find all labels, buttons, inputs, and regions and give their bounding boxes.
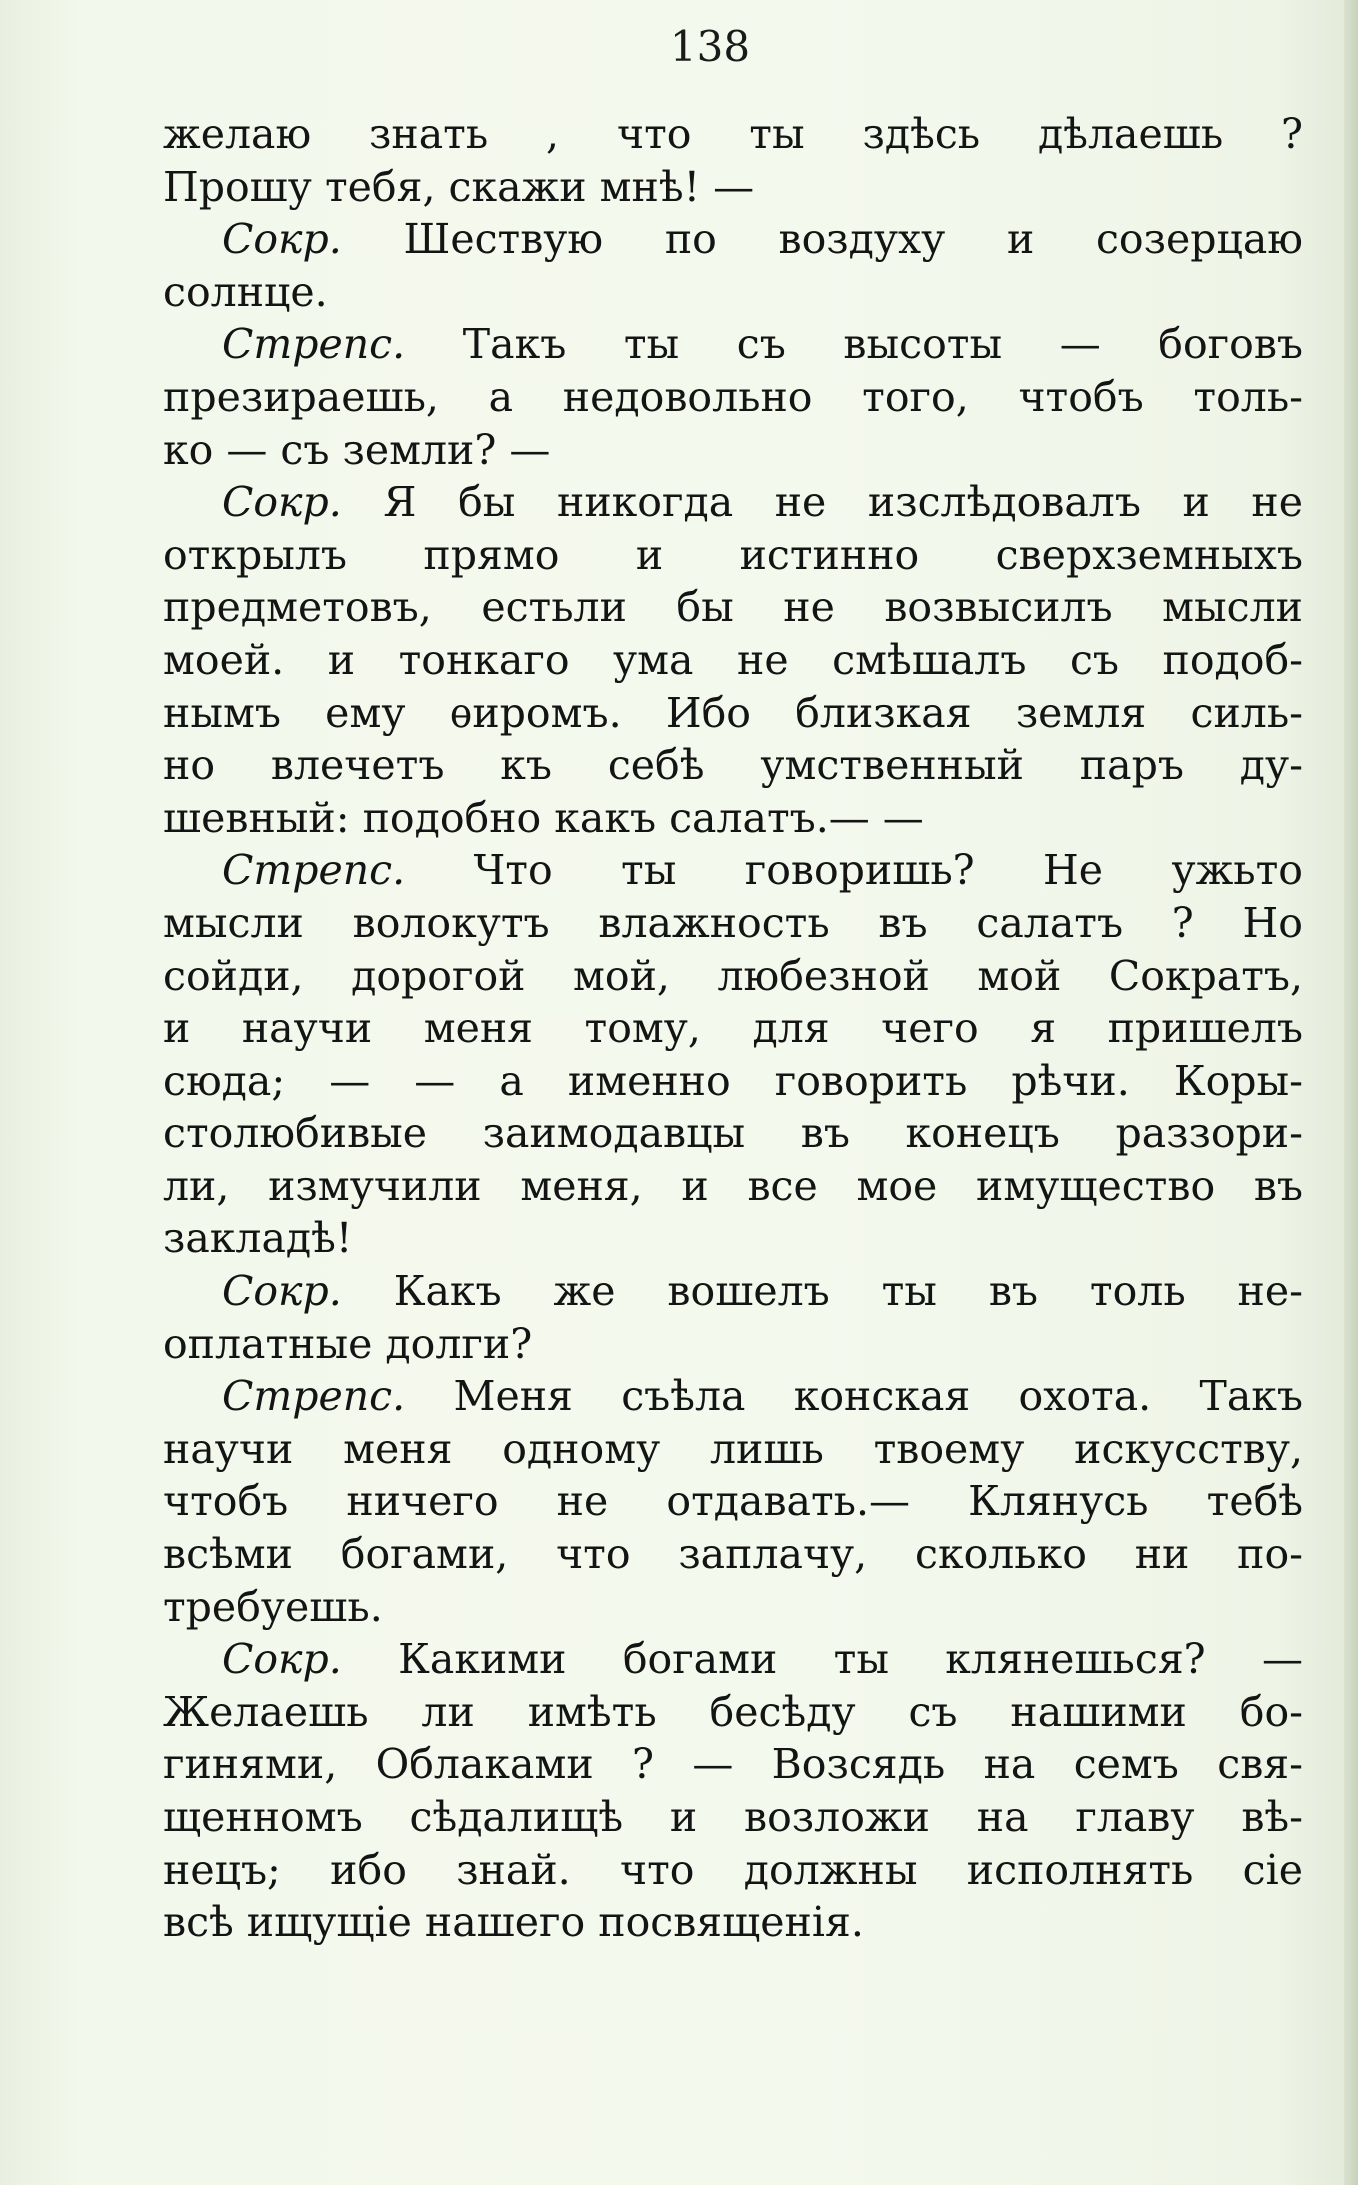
line-text: чтобъ ничего не отдавать.— Клянусь тебѣ xyxy=(163,1477,1303,1526)
line-text: Какими богами ты клянешься? — xyxy=(398,1635,1303,1684)
text-line xyxy=(163,1160,1303,1213)
line-text: солнце. xyxy=(163,267,328,316)
text-line xyxy=(163,1528,1303,1581)
text-line xyxy=(163,844,1303,897)
text-line xyxy=(163,108,1303,161)
text-line xyxy=(163,1686,1303,1739)
line-text: Шествую по воздуху и созерцаю xyxy=(403,215,1303,264)
line-text: столюбивые заимодавцы въ конецъ раззори- xyxy=(163,1109,1303,1158)
line-text: Какъ же вошелъ ты въ толь не- xyxy=(393,1267,1303,1316)
text-line xyxy=(163,1055,1303,1108)
text-line xyxy=(163,1633,1303,1686)
text-line xyxy=(163,1002,1303,1055)
text-line xyxy=(163,371,1303,424)
text-line xyxy=(163,792,1303,845)
text-line xyxy=(163,1423,1303,1476)
speaker-name: Стрепс. xyxy=(222,320,406,369)
line-text: нымъ ему ѳиромъ. Ибо близкая земля силь- xyxy=(163,688,1303,737)
line-text: Прошу тебя, скажи мнѣ! — xyxy=(163,162,755,211)
text-line xyxy=(163,1475,1303,1528)
text-line xyxy=(163,424,1303,477)
line-text: закладѣ! xyxy=(163,1214,353,1263)
text-line xyxy=(163,476,1303,529)
line-text: сюда; — — а именно говорить рѣчи. Коры- xyxy=(163,1056,1303,1105)
dialogue-text xyxy=(163,108,1303,1949)
line-text: Меня съѣла конская охота. Такъ xyxy=(453,1372,1303,1421)
text-line xyxy=(163,1265,1303,1318)
line-text: и научи меня тому, для чего я пришелъ xyxy=(163,1004,1303,1053)
line-text: презираешь, а недовольно того, чтобъ толь- xyxy=(163,372,1303,421)
text-line xyxy=(163,529,1303,582)
line-text: требуешь. xyxy=(163,1582,383,1631)
text-line xyxy=(163,1370,1303,1423)
text-line xyxy=(163,266,1303,319)
text-line xyxy=(163,1791,1303,1844)
line-text: шевный: подобно какъ салатъ.— — xyxy=(163,793,924,842)
speaker-name: Сокр. xyxy=(222,1635,342,1684)
line-text: гинями, Облаками ? — Возсядь на семъ свя- xyxy=(163,1740,1303,1789)
page-number: 138 xyxy=(669,22,751,71)
speaker-name: Сокр. xyxy=(222,215,342,264)
line-text: оплатные долги? xyxy=(163,1319,533,1368)
line-text: всѣми богами, что заплачу, сколько ни по- xyxy=(163,1530,1303,1579)
speaker-name: Сокр. xyxy=(222,1267,342,1316)
line-text: открылъ прямо и истинно сверхземныхъ xyxy=(163,530,1303,579)
line-text: Что ты говоришь? Не ужьто xyxy=(473,846,1303,895)
line-text: ли, измучили меня, и все мое имущество въ xyxy=(163,1161,1303,1210)
line-text: нецъ; ибо знай. что должны исполнять сіе xyxy=(163,1845,1303,1894)
speaker-name: Сокр. xyxy=(222,478,342,527)
text-line xyxy=(163,634,1303,687)
line-text: желаю знать , что ты здѣсь дѣлаешь ? xyxy=(163,110,1303,158)
line-text: ко — съ земли? — xyxy=(163,425,551,474)
text-line xyxy=(163,1738,1303,1791)
page-edge-shadow xyxy=(1344,0,1358,2185)
text-line xyxy=(163,1318,1303,1371)
line-text: предметовъ, естьли бы не возвысилъ мысли xyxy=(163,583,1303,632)
text-line xyxy=(163,687,1303,740)
text-line xyxy=(163,581,1303,634)
text-line xyxy=(163,1844,1303,1897)
line-text: Я бы никогда не изслѣдовалъ и не xyxy=(383,478,1303,527)
line-text: сойди, дорогой мой, любезной мой Сократъ, xyxy=(163,951,1303,1000)
line-text: но влечетъ къ себѣ умственный паръ ду- xyxy=(163,741,1303,790)
line-text: Такъ ты съ высоты — боговъ xyxy=(462,320,1303,369)
speaker-name: Стрепс. xyxy=(222,846,406,895)
line-text: мысли волокутъ влажность въ салатъ ? Но xyxy=(163,898,1303,947)
text-line xyxy=(163,1212,1303,1265)
text-line xyxy=(163,739,1303,792)
speaker-name: Стрепс. xyxy=(222,1372,406,1421)
text-line xyxy=(163,213,1303,266)
text-line xyxy=(163,1581,1303,1634)
line-text: Желаешь ли имѣть бесѣду съ нашими бо- xyxy=(163,1687,1303,1736)
text-line xyxy=(163,897,1303,950)
text-line xyxy=(163,1896,1303,1949)
text-line xyxy=(163,950,1303,1003)
line-text: научи меня одному лишь твоему искусству, xyxy=(163,1424,1303,1473)
text-line xyxy=(163,1107,1303,1160)
line-text: щенномъ сѣдалищѣ и возложи на главу вѣ- xyxy=(163,1793,1303,1841)
text-line xyxy=(163,161,1303,214)
line-text: моей. и тонкаго ума не смѣшалъ съ подоб- xyxy=(163,635,1303,684)
text-line xyxy=(163,318,1303,371)
line-text: всѣ ищущіе нашего посвященія. xyxy=(163,1898,864,1947)
